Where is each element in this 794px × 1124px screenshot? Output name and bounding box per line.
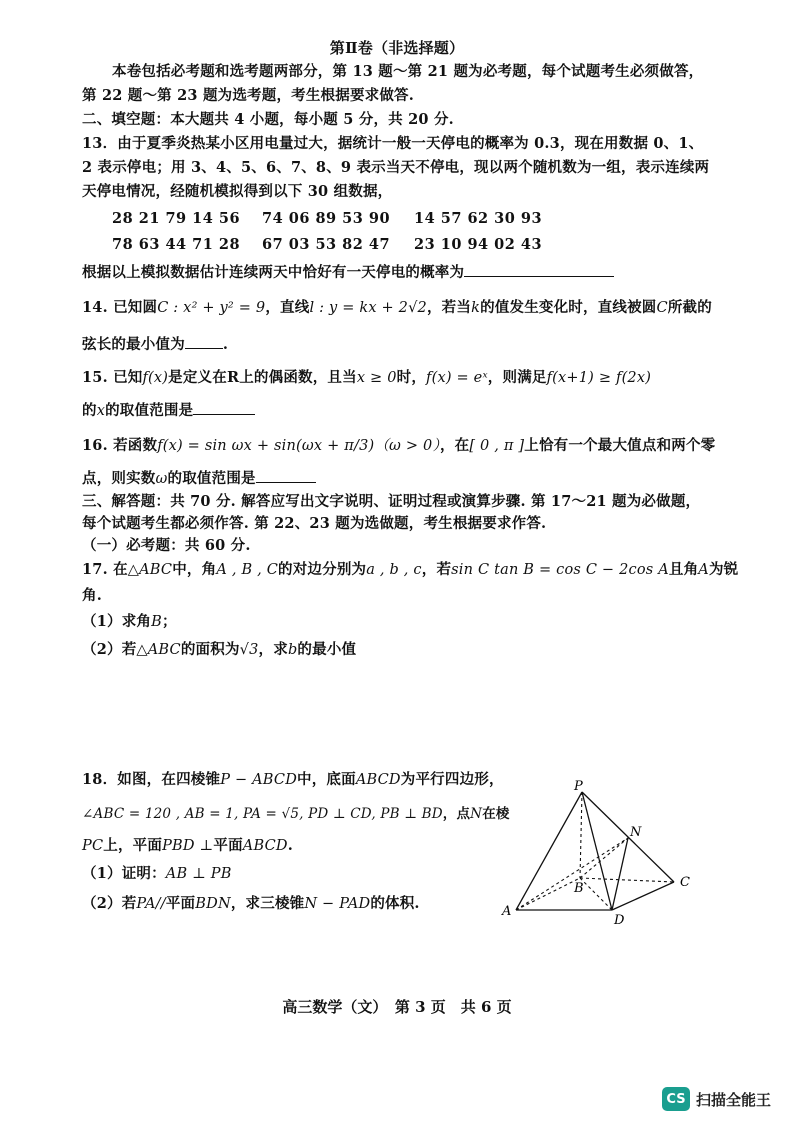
q16-line-2 bbox=[82, 468, 316, 489]
q17-line-2: 角. bbox=[82, 587, 102, 604]
q13-line-4 bbox=[82, 262, 614, 283]
q15-prefix: 15. 已知 bbox=[82, 369, 143, 386]
q16-mid: ，在 bbox=[439, 437, 470, 454]
scanner-logo-text: 扫描全能王 bbox=[696, 1090, 772, 1109]
q14-mid: ，直线 bbox=[265, 299, 310, 316]
q17-p2-b: b bbox=[287, 642, 298, 658]
q17-mid-4: 且角 bbox=[668, 561, 699, 578]
edge-PA bbox=[516, 792, 582, 910]
q17-p1-end: ； bbox=[161, 613, 177, 630]
q15-mid-3: 时， bbox=[396, 369, 427, 386]
q13-data-r1-c3: 14 57 62 30 93 bbox=[414, 210, 543, 227]
q17-part-2 bbox=[82, 640, 356, 660]
required-header: （一）必考题：共 60 分. bbox=[82, 537, 251, 554]
intro-line-2: 第 22 题～第 23 题为选考题，考生根据要求做答. bbox=[82, 87, 414, 104]
q14-prefix: 14. 已知圆 bbox=[82, 299, 158, 316]
q18-line-1b: 中，底面 bbox=[297, 771, 356, 788]
q18-line-1 bbox=[82, 770, 504, 790]
solve-header-1: 三、解答题：共 70 分. 解答应写出文字说明、证明过程或演算步骤. 第 17～21 题为必做题， bbox=[82, 493, 701, 510]
q18-part-1 bbox=[82, 864, 232, 884]
q16-suffix: 上恰有一个最大值点和两个零 bbox=[524, 437, 716, 454]
scanner-logo-icon: CS bbox=[662, 1087, 690, 1111]
q18-line-2c: 在棱 bbox=[482, 806, 510, 822]
q17-p2-mid-2: ，求 bbox=[258, 641, 288, 658]
q15-line-1 bbox=[82, 368, 651, 388]
q13-data-r2-c1: 78 63 44 71 28 bbox=[112, 236, 241, 253]
q16-prefix: 16. 若函数 bbox=[82, 437, 158, 454]
edge-ND bbox=[612, 838, 628, 910]
q16-cond: （ω > 0） bbox=[374, 438, 440, 454]
edge-AN bbox=[516, 838, 628, 910]
q17-p2-mid: 的面积为 bbox=[180, 641, 240, 658]
q14-suffix-2: 的值发生变化时，直线被圆 bbox=[480, 299, 657, 316]
label-N: N bbox=[630, 825, 642, 840]
q17-angles: A , B , C bbox=[216, 562, 279, 578]
q17-mid-1: 中，角 bbox=[172, 561, 217, 578]
q16-omega: ω bbox=[155, 471, 168, 487]
q18-p1-eq: AB ⊥ PB bbox=[165, 866, 232, 882]
q14-C: C bbox=[656, 300, 668, 316]
edge-PB bbox=[580, 792, 582, 878]
q13-data-r2-c3: 23 10 94 02 43 bbox=[414, 236, 543, 253]
label-C: C bbox=[680, 875, 690, 890]
q18-conditions: ∠ABC = 120 , AB = 1, PA = √5, PD ⊥ CD, PB ⊥ BD bbox=[82, 806, 443, 822]
q13-data-r1-c1: 28 21 79 14 56 bbox=[112, 210, 241, 227]
label-B: B bbox=[574, 881, 584, 896]
q14-line-2-text: 弦长的最小值为 bbox=[82, 336, 185, 353]
q18-line-2b: ，点 bbox=[442, 806, 471, 822]
q14-circle-eq: C : x² + y² = 9 bbox=[157, 300, 266, 316]
label-D: D bbox=[614, 913, 625, 928]
q18-p2-npad: N − PAD bbox=[304, 896, 371, 912]
q18-N: N bbox=[470, 806, 483, 822]
q18-line-3-end: . bbox=[287, 837, 293, 854]
page-footer: 高三数学（文） 第 3 页 共 6 页 bbox=[282, 998, 512, 1016]
q17-p1-text: （1）求角 bbox=[82, 613, 152, 630]
q17-prefix: 17. 在 bbox=[82, 561, 128, 578]
q14-suffix-3: 所截的 bbox=[667, 299, 712, 316]
q18-line-3-eq: PBD ⊥ bbox=[162, 838, 214, 854]
section-title: 第Ⅱ卷（非选择题） bbox=[329, 39, 465, 57]
q15-answer-blank[interactable] bbox=[193, 400, 255, 415]
q17-part-1 bbox=[82, 612, 177, 632]
q18-p1-text: （1）证明： bbox=[82, 865, 166, 882]
q15-ineq: f(x+1) ≥ f(2x) bbox=[546, 370, 652, 386]
scanner-watermark bbox=[662, 1087, 771, 1111]
q18-p2-mid-2: ，求三棱锥 bbox=[230, 895, 305, 912]
q17-p2-end: 的最小值 bbox=[297, 641, 357, 658]
q18-line-1c: 为平行四边形， bbox=[400, 771, 504, 788]
q18-base: ABCD bbox=[355, 772, 401, 788]
q17-p2-area: √3 bbox=[239, 642, 259, 658]
q17-mid-5: 为锐 bbox=[708, 561, 739, 578]
q16-line-2b: 的取值范围是 bbox=[167, 470, 256, 487]
q13-line-3: 天停电情况，经随机模拟得到以下 30 组数据， bbox=[82, 183, 393, 200]
q14-line-1 bbox=[82, 298, 712, 318]
q16-line-2-text: 点，则实数 bbox=[82, 470, 156, 487]
q18-line-2 bbox=[82, 804, 510, 824]
q15-R: R bbox=[226, 369, 240, 386]
q15-fx: f(x) bbox=[142, 370, 169, 386]
q15-def: f(x) = eˣ bbox=[426, 370, 488, 386]
q18-p2-text: （2）若 bbox=[82, 895, 137, 912]
q15-x: x bbox=[96, 403, 106, 419]
q16-answer-blank[interactable] bbox=[256, 468, 316, 483]
q18-pyramid: P − ABCD bbox=[220, 772, 298, 788]
edge-BD bbox=[580, 878, 612, 910]
q17-mid-2: 的对边分别为 bbox=[278, 561, 367, 578]
q14-answer-blank[interactable] bbox=[185, 334, 223, 349]
intro-line-1: 本卷包括必考题和选考题两部分，第 13 题～第 21 题为必考题，每个试题考生必须做答， bbox=[112, 63, 704, 80]
q17-mid-3: ，若 bbox=[421, 561, 452, 578]
q17-p2-text: （2）若 bbox=[82, 641, 137, 658]
label-A: A bbox=[502, 904, 512, 919]
q16-interval: [ 0 , π ] bbox=[469, 438, 525, 454]
q17-p2-triangle: △ABC bbox=[136, 642, 181, 658]
q18-p2-mid: 平面 bbox=[165, 895, 196, 912]
q15-mid-4: ，则满足 bbox=[487, 369, 547, 386]
q13-data-r1-c2: 74 06 89 53 90 bbox=[262, 210, 391, 227]
q14-suffix-1: ，若当 bbox=[426, 299, 472, 316]
q13-line-2: 2 表示停电；用 3、4、5、6、7、8、9 表示当天不停电，现以两个随机数为一组，表示连续两 bbox=[82, 159, 710, 176]
edge-DC bbox=[612, 882, 674, 910]
q14-k: k bbox=[471, 300, 481, 316]
q17-equation: sin C tan B = cos C − 2cos A bbox=[451, 562, 669, 578]
q16-func: f(x) = sin ωx + sin(ωx + π/3) bbox=[157, 438, 375, 454]
q13-line-1: 13．由于夏季炎热某小区用电量过大，据统计一般一天停电的概率为 0.3，现在用数据 0、1、 bbox=[82, 135, 704, 152]
q18-p2-end: 的体积. bbox=[370, 895, 420, 912]
q16-line-1 bbox=[82, 436, 715, 456]
q18-line-3b: 上，平面 bbox=[103, 837, 163, 854]
q14-line-eq: l : y = kx + 2√2 bbox=[309, 300, 427, 316]
q15-line-2a: 的 bbox=[82, 402, 97, 419]
q15-line-2b: 的取值范围是 bbox=[105, 402, 194, 419]
edge-BC bbox=[580, 878, 674, 882]
q15-line-2 bbox=[82, 400, 255, 421]
q17-sides: a , b , c bbox=[366, 562, 422, 578]
q14-line-2 bbox=[82, 334, 228, 355]
q18-line-1a: 18．如图，在四棱锥 bbox=[82, 771, 221, 788]
q18-part-2 bbox=[82, 894, 420, 914]
q15-cond: x ≥ 0 bbox=[356, 370, 397, 386]
solve-header-2: 每个试题考生都必须作答. 第 22、23 题为选做题，考生根据要求作答. bbox=[82, 515, 547, 532]
fill-section-header: 二、填空题：本大题共 4 小题，每小题 5 分，共 20 分. bbox=[82, 111, 454, 128]
q17-line-1 bbox=[82, 560, 738, 580]
q18-p2-eq: PA// bbox=[136, 896, 166, 912]
q13-data-r2-c2: 67 03 53 82 47 bbox=[262, 236, 391, 253]
q18-PC: PC bbox=[82, 838, 104, 854]
label-P: P bbox=[574, 779, 583, 794]
q18-line-3c: 平面 bbox=[213, 837, 243, 854]
pyramid-figure bbox=[496, 778, 706, 928]
q14-end: . bbox=[222, 336, 229, 353]
q18-line-3-abcd: ABCD bbox=[242, 838, 288, 854]
q13-answer-blank[interactable] bbox=[464, 262, 614, 277]
q17-p1-B: B bbox=[151, 614, 162, 630]
q18-line-3 bbox=[82, 836, 293, 856]
q18-p2-bdn: BDN bbox=[195, 896, 231, 912]
edge-PC bbox=[582, 792, 674, 882]
q17-triangle: △ABC bbox=[127, 562, 173, 578]
q15-mid-2: 上的偶函数，且当 bbox=[239, 369, 357, 386]
q15-mid-1: 是定义在 bbox=[168, 369, 227, 386]
q13-question: 根据以上模拟数据估计连续两天中恰好有一天停电的概率为 bbox=[82, 264, 465, 281]
q17-A: A bbox=[698, 562, 709, 578]
